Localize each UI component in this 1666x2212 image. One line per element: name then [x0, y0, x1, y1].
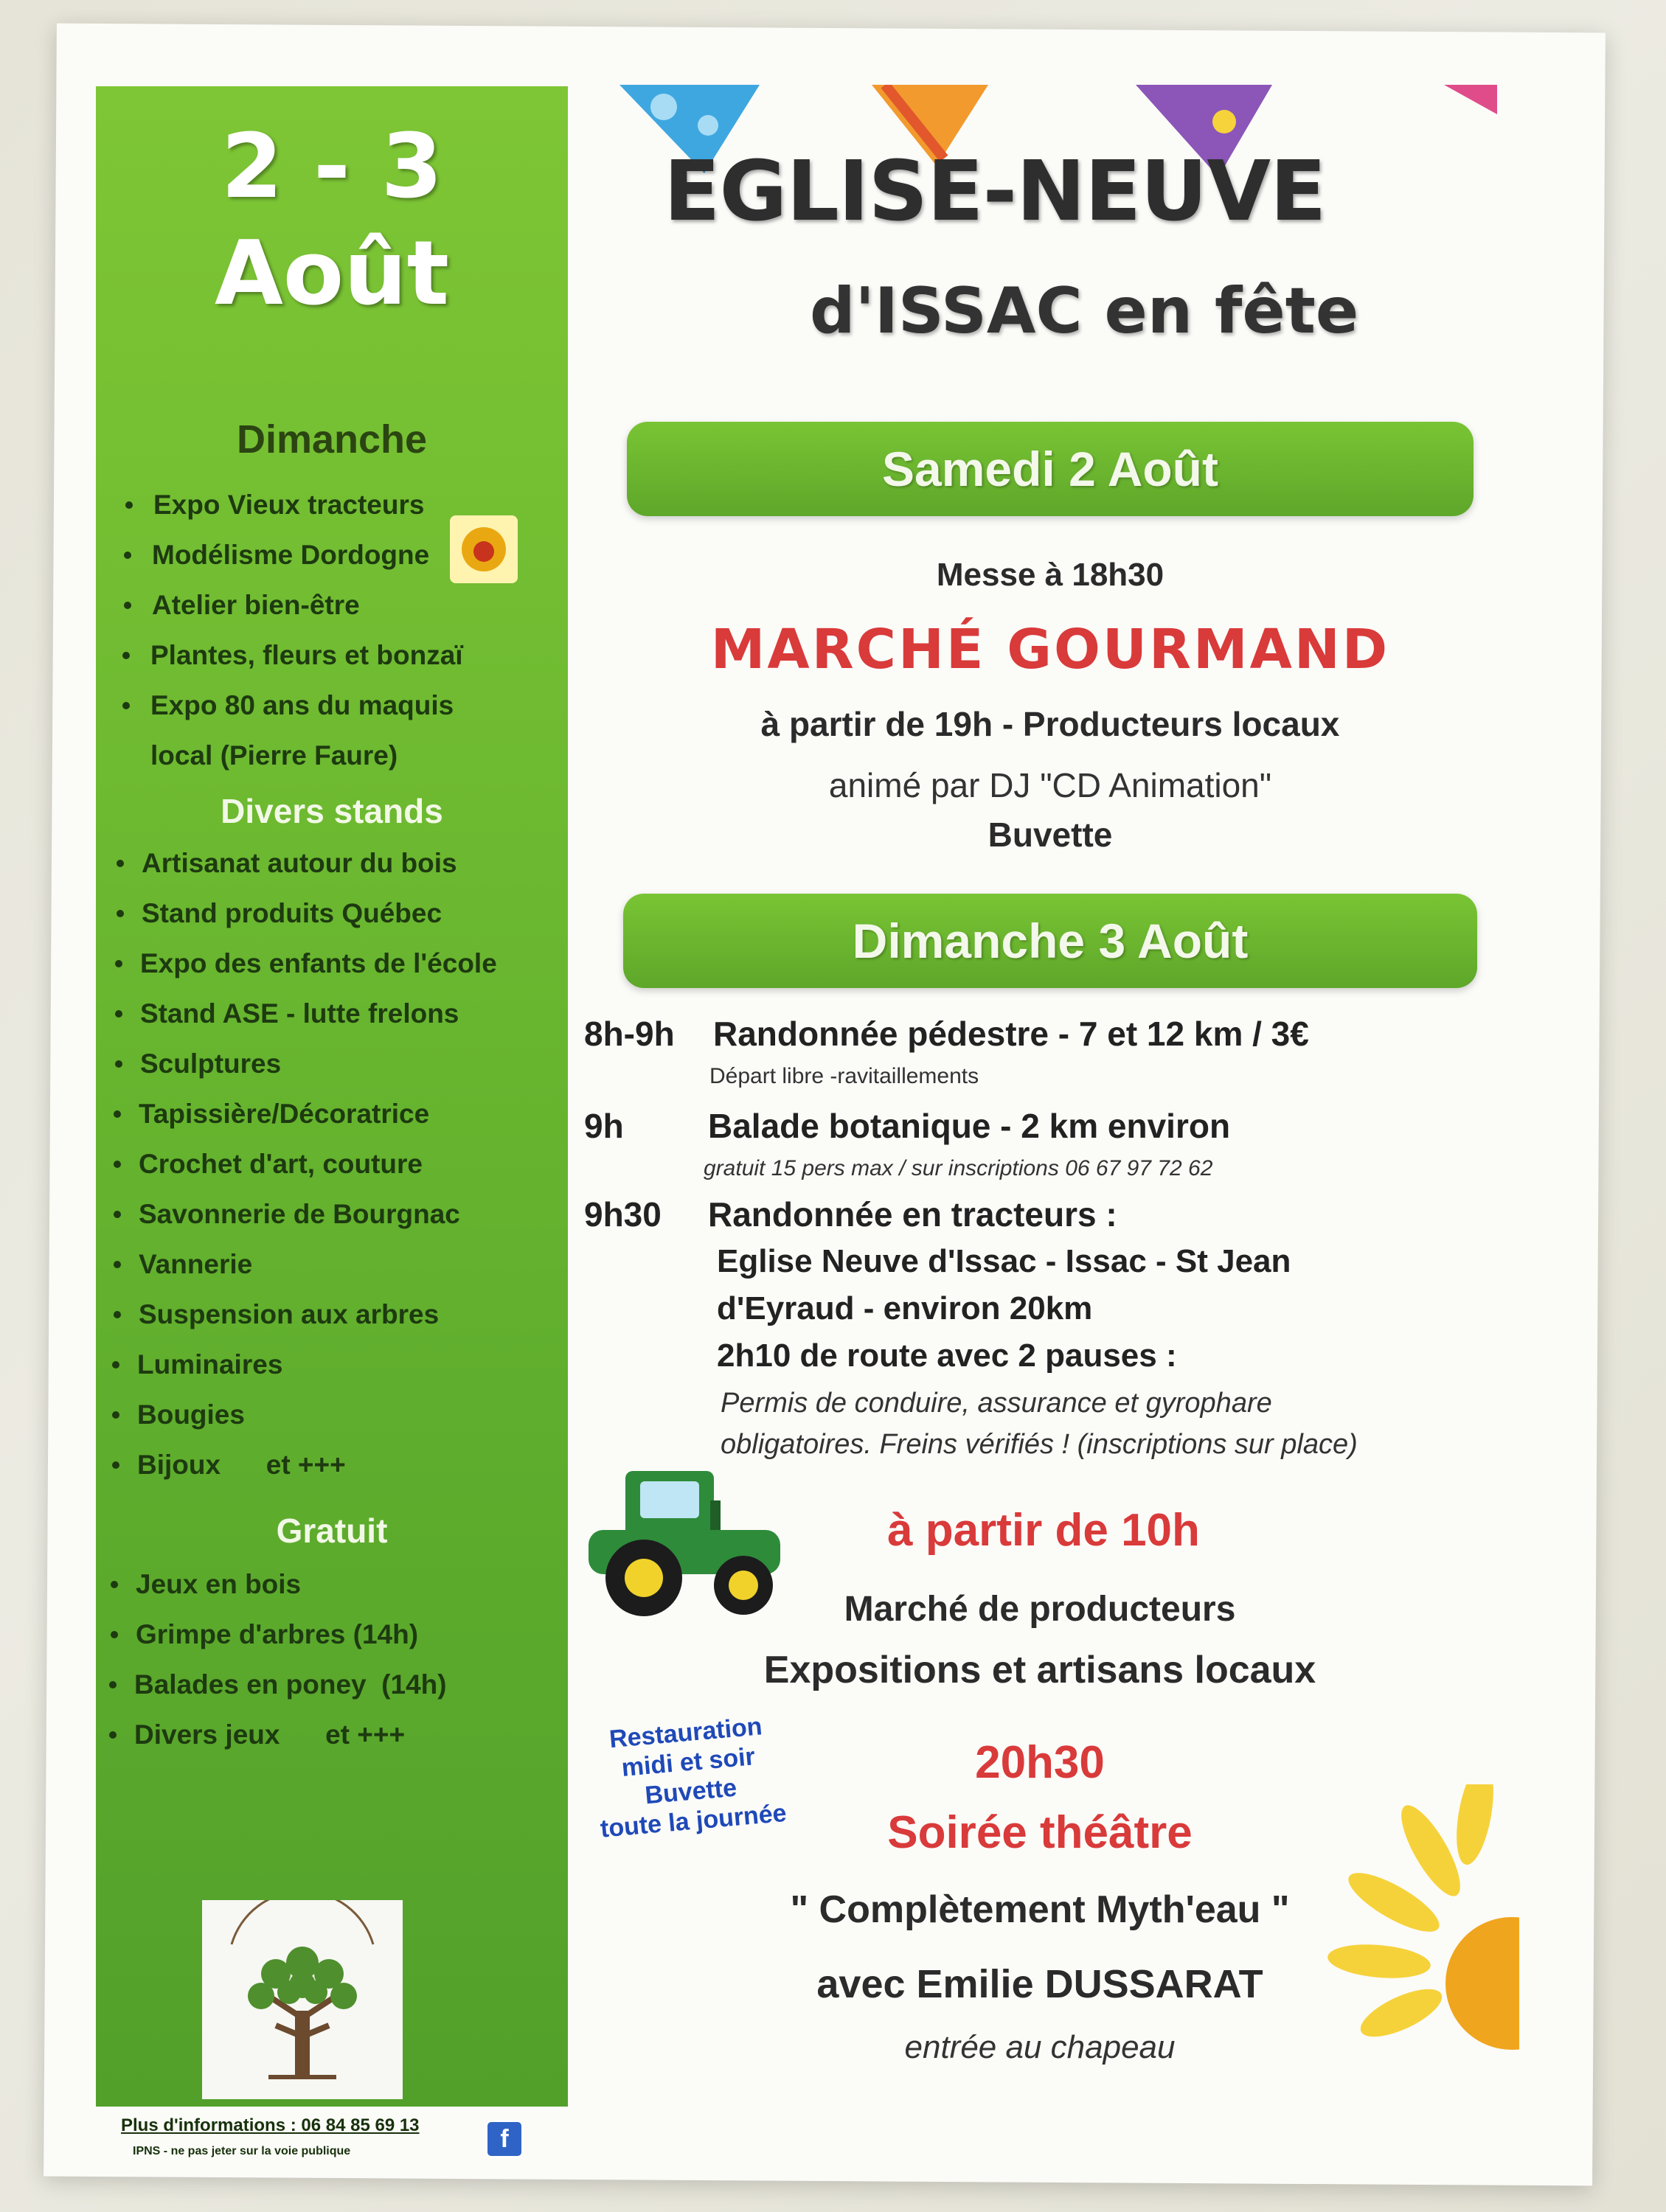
bar-line: Buvette — [988, 815, 1113, 854]
entry-line: entrée au chapeau — [904, 2029, 1176, 2065]
list-item: Tapissière/Décoratrice — [96, 1089, 568, 1139]
list-item: Atelier bien-être — [96, 580, 568, 630]
list-item: Bijoux et +++ — [96, 1440, 568, 1490]
theatre-title: Soirée théâtre — [887, 1807, 1193, 1858]
free-list — [96, 1559, 568, 1760]
list-item: Expo 80 ans du maquis — [96, 681, 568, 731]
ipns-notice: IPNS - ne pas jeter sur la voie publique — [133, 2145, 351, 2157]
schedule-title: Randonnée en tracteurs : — [708, 1195, 1117, 1234]
stands-list — [96, 838, 568, 1490]
list-item: Crochet d'art, couture — [96, 1139, 568, 1189]
list-item: Grimpe d'arbres (14h) — [96, 1610, 568, 1660]
list-item: Luminaires — [96, 1340, 568, 1390]
club-badge-icon — [450, 515, 518, 583]
sunday-banner: Dimanche 3 Août — [623, 894, 1477, 988]
info-phone: Plus d'informations : 06 84 85 69 13 — [121, 2115, 420, 2135]
list-item: Stand ASE - lutte frelons — [96, 989, 568, 1039]
schedule-line: d'Eyraud - environ 20km — [717, 1290, 1093, 1326]
exhibitions-line: Expositions et artisans locaux — [763, 1649, 1316, 1691]
event-dates — [96, 116, 568, 330]
mass-time: Messe à 18h30 — [936, 557, 1165, 593]
list-item: Sculptures — [96, 1039, 568, 1089]
dates-day-range: 2 - 3 — [221, 116, 443, 218]
schedule-title: Balade botanique - 2 km environ — [708, 1107, 1231, 1145]
list-item: Balades en poney (14h) — [96, 1660, 568, 1710]
list-item: local (Pierre Faure) — [150, 740, 398, 771]
restauration-note: Restauration midi et soir Buvette toute la journée — [599, 1712, 788, 1843]
list-item: Suspension aux arbres — [96, 1290, 568, 1340]
sidebar-panel — [96, 86, 568, 2157]
list-item: Bougies — [96, 1390, 568, 1440]
theatre-time: 20h30 — [975, 1737, 1105, 1788]
list-item: Stand produits Québec — [96, 888, 568, 939]
play-title: " Complètement Myth'eau " — [790, 1888, 1290, 1931]
gourmet-market-subtitle: à partir de 19h - Producteurs locaux — [760, 705, 1340, 743]
list-item: Divers jeux et +++ — [96, 1710, 568, 1760]
from-10h: à partir de 10h — [887, 1505, 1200, 1556]
schedule-note: Départ libre -ravitaillements — [709, 1064, 979, 1088]
schedule-line: 2h10 de route avec 2 pauses : — [717, 1338, 1177, 1374]
schedule-time: 9h30 — [584, 1195, 662, 1234]
free-heading: Gratuit — [276, 1512, 388, 1550]
schedule-title: Randonnée pédestre - 7 et 12 km / 3€ — [713, 1015, 1309, 1053]
schedule-line: Eglise Neuve d'Issac - Issac - St Jean — [717, 1243, 1291, 1279]
page-subtitle: d'ISSAC en fête — [810, 274, 1359, 348]
sunflower-decoration — [1298, 1784, 1519, 2050]
schedule-note: gratuit 15 pers max / sur inscriptions 06 67 97 72 62 — [704, 1156, 1213, 1180]
schedule-note: Permis de conduire, assurance et gyrophare — [721, 1388, 1272, 1419]
page-title: EGLISE-NEUVE — [664, 144, 1326, 240]
sunday-heading: Dimanche — [236, 417, 428, 462]
list-item: Vannerie — [96, 1239, 568, 1290]
stands-heading: Divers stands — [221, 792, 443, 830]
facebook-icon[interactable]: f — [485, 2120, 524, 2158]
dj-line: animé par DJ "CD Animation" — [828, 766, 1272, 804]
producers-market: Marché de producteurs — [844, 1590, 1236, 1629]
actor-line: avec Emilie DUSSARAT — [816, 1962, 1263, 2006]
committee-logo — [202, 1900, 403, 2099]
saturday-banner: Samedi 2 Août — [627, 422, 1474, 516]
list-item: Jeux en bois — [96, 1559, 568, 1610]
schedule-time: 8h-9h — [584, 1015, 675, 1053]
gourmet-market-title: MARCHÉ GOURMAND — [710, 618, 1390, 681]
list-item: Modélisme Dordogne — [96, 530, 568, 580]
list-item: Expo Vieux tracteurs — [96, 480, 568, 530]
dates-month: Août — [214, 223, 450, 325]
list-item: Plantes, fleurs et bonzaï — [96, 630, 568, 681]
list-item: Artisanat autour du bois — [96, 838, 568, 888]
list-item: Savonnerie de Bourgnac — [96, 1189, 568, 1239]
schedule-note: obligatoires. Freins vérifiés ! (inscriptions sur place) — [721, 1429, 1358, 1460]
list-item: Expo des enfants de l'école — [96, 939, 568, 989]
schedule-time: 9h — [584, 1107, 624, 1145]
